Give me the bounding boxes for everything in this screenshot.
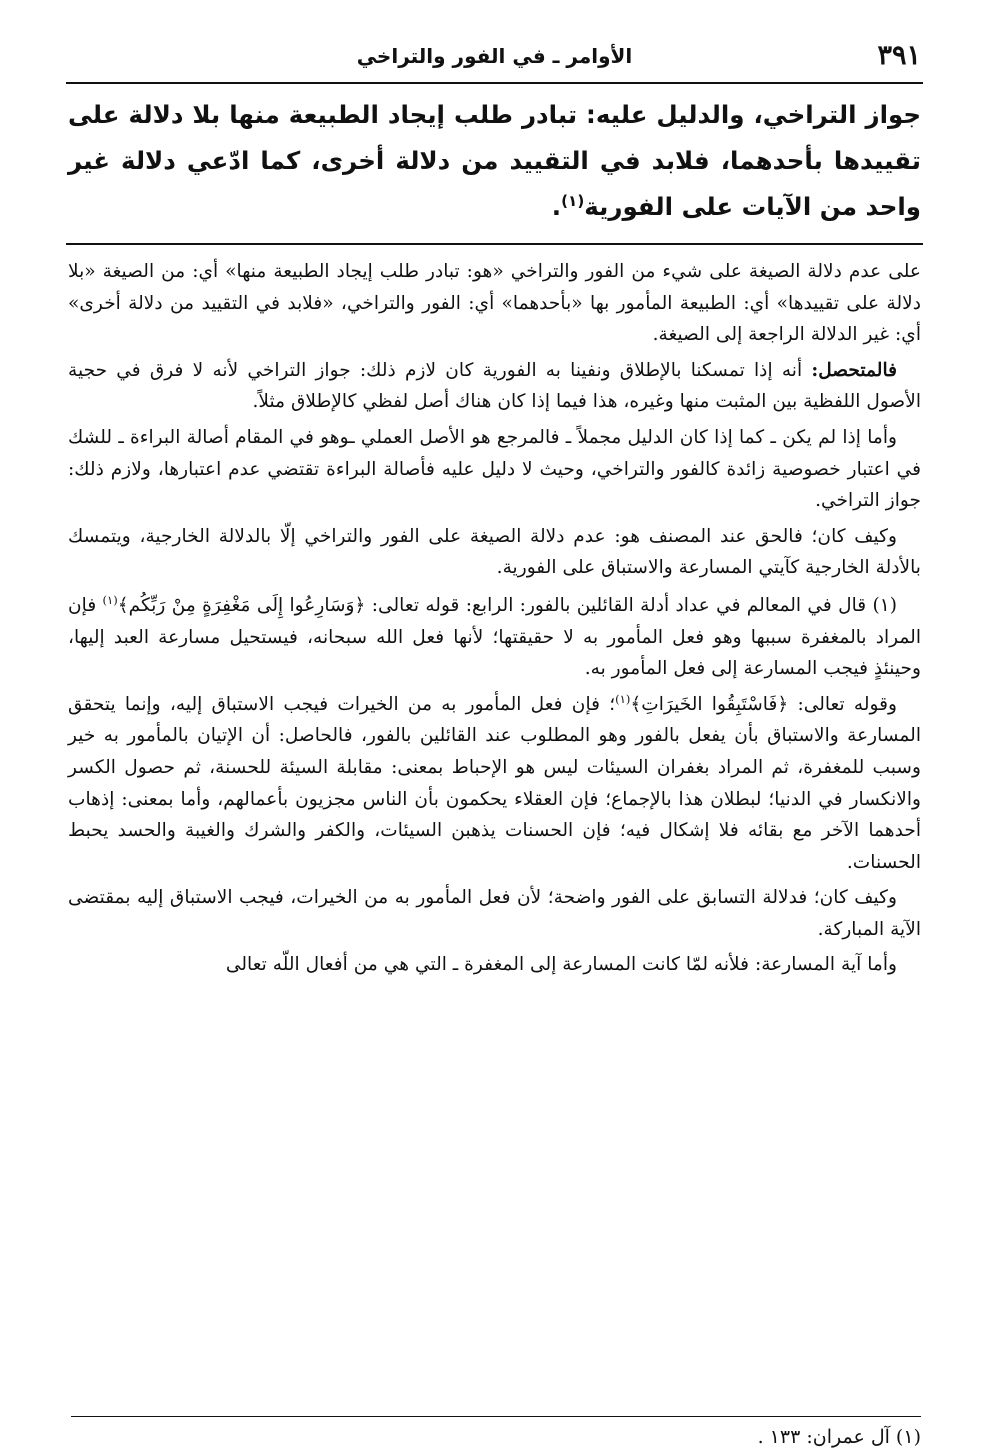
footnote: (١) آل عمران: ١٣٣ . bbox=[757, 1426, 921, 1448]
paragraph-8: وأما آية المسارعة: فلأنه لمّا كانت المسارعة إلى المغفرة ـ التي هي من أفعال اللّه تعالى bbox=[225, 954, 897, 976]
paragraph-5-a: (١) قال في المعالم في عداد أدلة القائلين بالفور: الرابع: قوله تعالى: ﴿وَسَارِعُوا إِلَى مَغْفِرَةٍ مِنْ رَبِّكُم﴾ bbox=[117, 594, 897, 616]
matn-note-ref: (١) bbox=[561, 191, 585, 210]
header-rule bbox=[66, 82, 923, 84]
paragraph-6 bbox=[68, 689, 921, 879]
paragraph-5-b: فإن المراد بالمغفرة سببها وهو فعل المأمور به لا حقيقتها؛ لأنها فعل الله سبحانه، فيستحيل مسارعة العبد إليها، وحينئذٍ فيجب المسارعة إلى فعل المأمور به. bbox=[68, 594, 921, 680]
matn-text bbox=[68, 92, 921, 230]
page-number: ٣٩١ bbox=[877, 40, 921, 71]
paragraph-1: على عدم دلالة الصيغة على شيء من الفور والتراخي «هو: تبادر طلب إيجاد الطبيعة منها» أي: من الصيغة «بلا دلالة على تقييدها» أي: الطبيعة المأمور بها «بأحدهما» أي: الفور والتراخي، «فلابد في التقييد من دلالة أخرى» أي: غير الدلالة الراجعة إلى الصيغة. bbox=[68, 261, 921, 346]
commentary bbox=[68, 256, 921, 985]
paragraph-7: وكيف كان؛ فدلالة التسابق على الفور واضحة؛ لأن فعل المأمور به من الخيرات، فيجب الاستباق إليه بمقتضى الآية المباركة. bbox=[68, 887, 921, 940]
paragraph-5 bbox=[68, 590, 921, 685]
paragraph-5-ref: (١) bbox=[102, 592, 118, 607]
paragraph-2-lead: فالمتحصل: bbox=[811, 359, 897, 381]
paragraph-6-b: ؛ فإن فعل المأمور به من الخيرات فيجب الاستباق إليه، وإنما يتحقق المسارعة والاستباق بأن يفعل بالفور وهو المطلوب عند القائلين بالفور، فالحاصل: أن الإتيان بالمأمور به خير وسبب للمغفرة، ثم المراد بغفران السيئات ليس هو الإحباط بمعنى: مقابلة السيئة للحسنة، ثم حصول الكسر والانكسار في الدنيا؛ لبطلان هذا بالإجماع؛ فإن العقلاء يحكمون بأن الناس مجزيون بأعمالهم، وأما بمعنى: إذهاب أحدهما الآخر مع بقائه فلا إشكال فيه؛ فإن الحسنات يذهبن السيئات، والكفر والشرك والغيبة والحسد يحبط الحسنات. bbox=[68, 693, 921, 873]
paragraph-4: وكيف كان؛ فالحق عند المصنف هو: عدم دلالة الصيغة على الفور والتراخي إلّا بالدلالة الخارجية، ويتمسك بالأدلة الخارجية كآيتي المسارعة والاستباق على الفورية. bbox=[68, 525, 921, 579]
matn-rule bbox=[66, 243, 923, 245]
paragraph-2 bbox=[68, 355, 921, 418]
running-title: الأوامر ـ في الفور والتراخي bbox=[356, 44, 633, 68]
paragraph-3: وأما إذا لم يكن ـ كما إذا كان الدليل مجملاً ـ فالمرجع هو الأصل العملي ـوهو في المقام أصالة البراءة ـ للشك في اعتبار خصوصية زائدة كالفور والتراخي، وحيث لا دليل عليه فأصالة البراءة تقتضي عدم اعتبارها، ولازم ذلك: جواز التراخي. bbox=[68, 426, 921, 512]
matn-body: جواز التراخي، والدليل عليه: تبادر طلب إيجاد الطبيعة منها بلا دلالة على تقييدها بأحدهما، فلابد في التقييد من دلالة أخرى، كما ادّعي دلالة غير واحد من الآيات على الفورية bbox=[68, 100, 921, 221]
matn-end: . bbox=[551, 192, 562, 221]
paragraph-6-a: وقوله تعالى: ﴿فَاسْتَبِقُوا الخَيرَاتِ﴾ bbox=[630, 693, 897, 715]
paragraph-6-ref: (١) bbox=[615, 691, 631, 706]
footnote-rule bbox=[71, 1416, 921, 1417]
page-header bbox=[68, 30, 921, 80]
paragraph-2-text: أنه إذا تمسكنا بالإطلاق ونفينا به الفورية كان لازم ذلك: جواز التراخي لأنه لا فرق في حجية الأصول اللفظية بين المثبت منها وغيره، هذا فيما إذا كان هناك أصل لفظي كالإطلاق مثلاً. bbox=[68, 359, 921, 413]
